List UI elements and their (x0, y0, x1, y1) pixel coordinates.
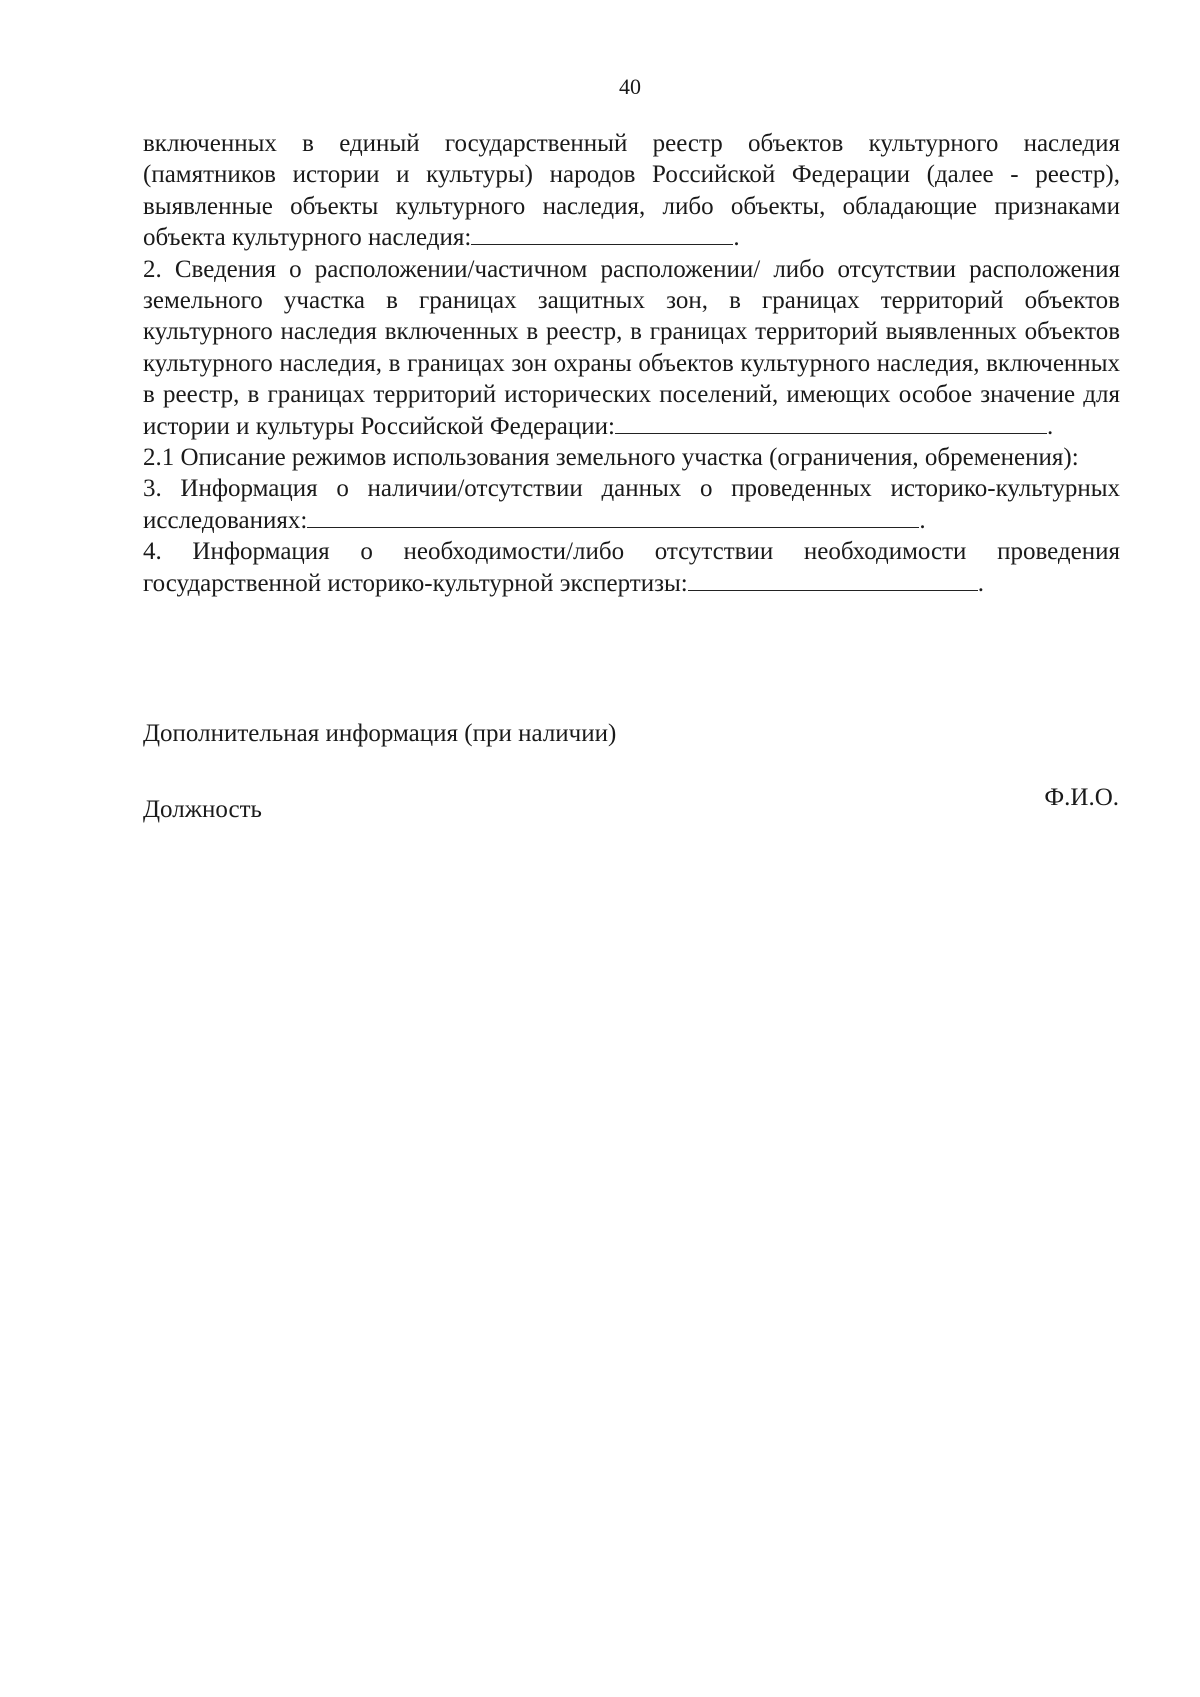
document-body (143, 128, 1120, 599)
signature-name-label: Ф.И.О. (1044, 784, 1119, 811)
additional-info-label: Дополнительная информация (при наличии) (143, 720, 617, 747)
fill-in-blank-location (615, 415, 1047, 434)
paragraph-4-expertise-info (143, 536, 1120, 599)
paragraph-1-continuation (143, 128, 1120, 254)
paragraph-1-text: включенных в единый государственный реестр объектов культурного наследия (памятников истории и культуры) народов Российской Федерации (далее - реестр), выявленные объекты культурного наследия, либо объекты, обладающие признаками объекта культурного наследия: (143, 130, 1120, 252)
page-number: 40 (619, 74, 641, 99)
paragraph-4-text: 4. Информация о необходимости/либо отсутствии необходимости проведения государственной историко-культурной экспертизы: (143, 538, 1120, 597)
paragraph-1-end: . (733, 224, 740, 252)
paragraph-3-research-info (143, 473, 1120, 536)
paragraph-2-location-info (143, 254, 1120, 442)
paragraph-2-1-usage-modes (143, 442, 1120, 473)
paragraph-3-text: 3. Информация о наличии/отсутствии данных о проведенных историко-культурных исследованиях: (143, 475, 1120, 534)
signature-position-label: Должность (143, 796, 262, 823)
fill-in-blank-research (307, 509, 919, 528)
paragraph-2-end: . (1046, 412, 1054, 440)
fill-in-blank-cultural-objects (471, 226, 733, 245)
paragraph-4-end: . (977, 569, 984, 597)
paragraph-2-1-text: 2.1 Описание режимов использования земельного участка (ограничения, обременения): (143, 444, 1079, 472)
paragraph-3-end: . (919, 506, 926, 534)
paragraph-2-text: 2. Сведения о расположении/частичном расположении/ либо отсутствии расположения земельного участка в границах защитных зон, в границах территорий объектов культурного наследия включенных в реестр, в границах территорий выявленных объектов культурного наследия, в границах зон охраны объектов культурного наследия, включенных в реестр, в границах территорий исторических поселений, имеющих особое значение для истории и культуры Российской Федерации: (143, 255, 1120, 440)
fill-in-blank-expertise (688, 572, 978, 591)
